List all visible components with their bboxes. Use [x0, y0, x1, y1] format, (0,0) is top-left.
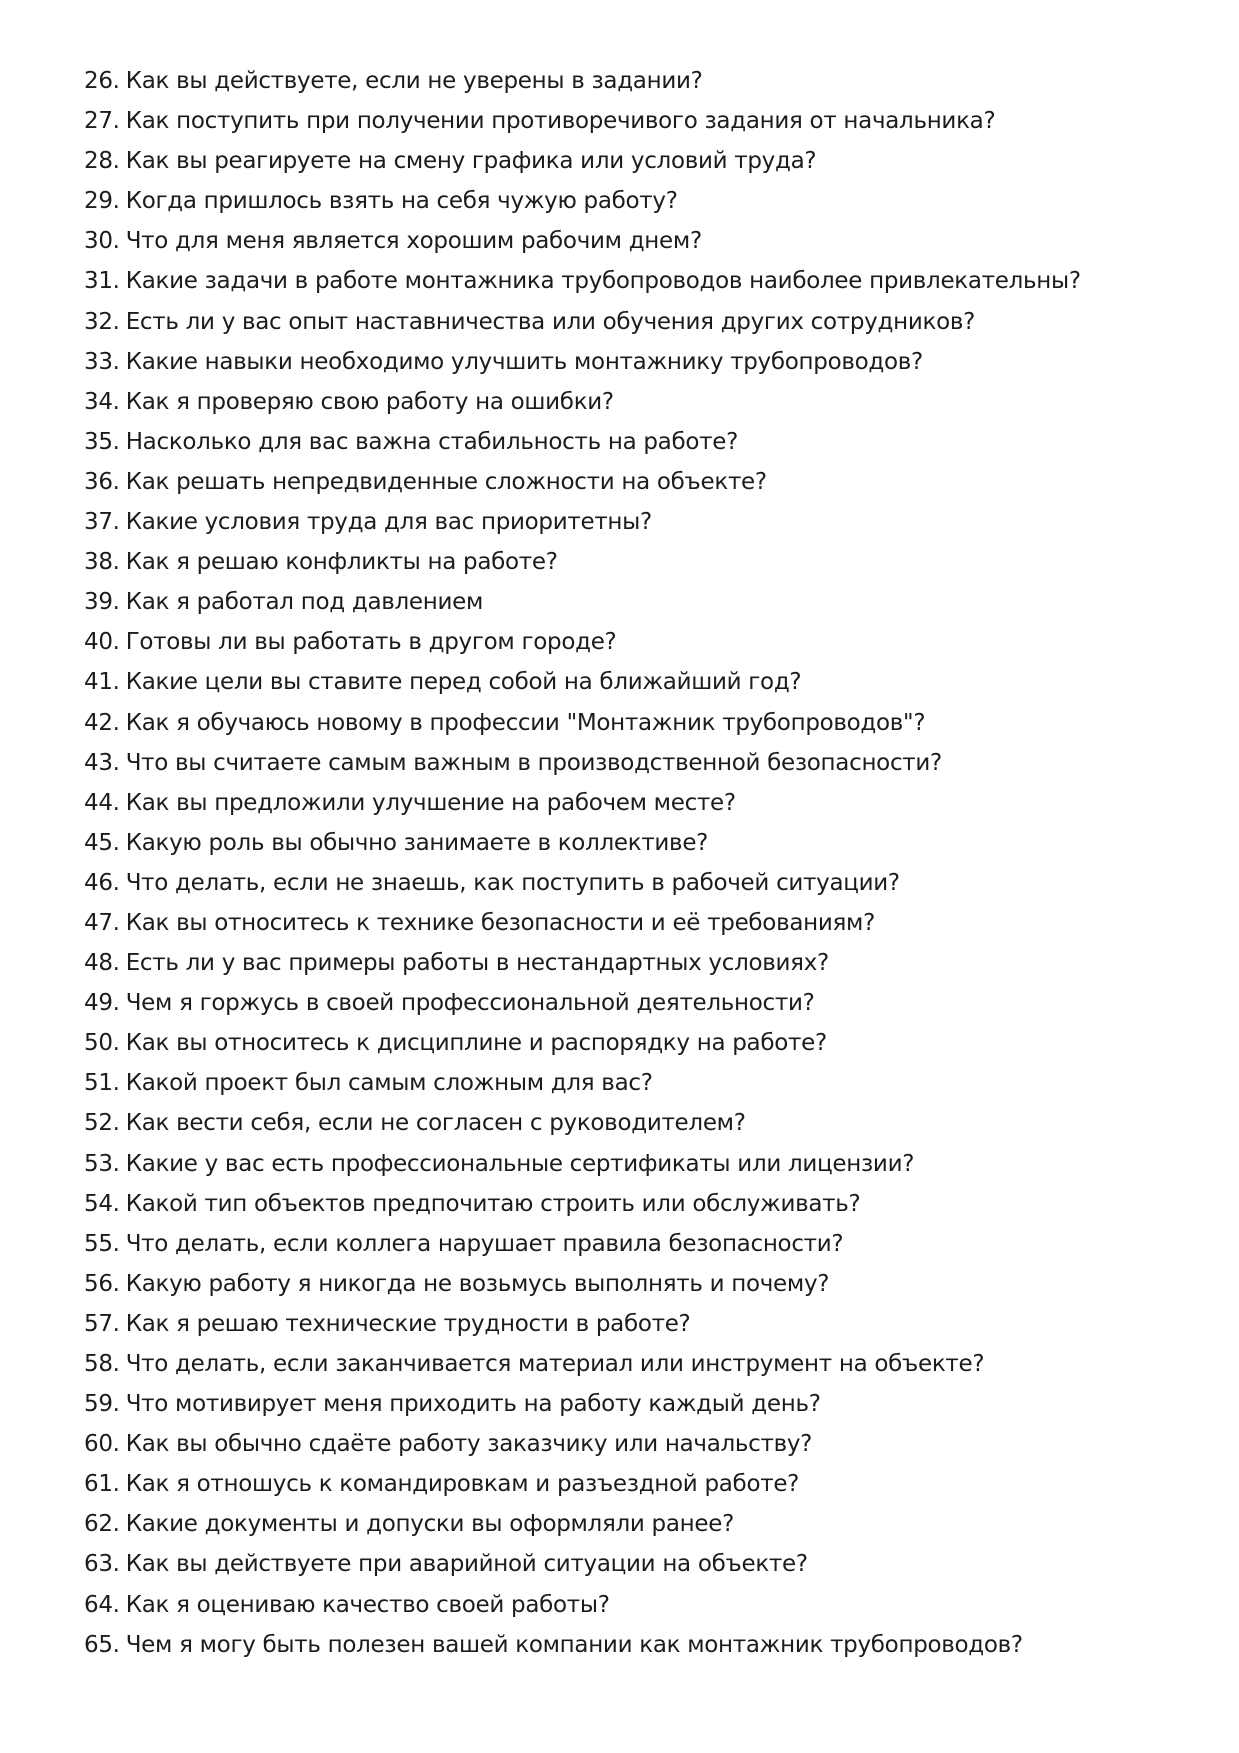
question-number: 53. [84, 1150, 120, 1177]
question-item [84, 1625, 1184, 1665]
question-list [84, 61, 1184, 1665]
question-text: Как я проверяю свою работу на ошибки? [125, 388, 614, 415]
question-item [84, 1464, 1184, 1504]
question-item [84, 1103, 1184, 1143]
question-item [84, 863, 1184, 903]
question-item [84, 342, 1184, 382]
question-item [84, 542, 1184, 582]
question-number: 38. [84, 549, 120, 576]
question-item [84, 181, 1184, 221]
question-number: 27. [84, 108, 120, 135]
question-item [84, 261, 1184, 301]
question-text: Какой тип объектов предпочитаю строить или обслуживать? [125, 1190, 861, 1217]
question-item [84, 943, 1184, 983]
question-text: Как решать непредвиденные сложности на объекте? [125, 468, 767, 495]
question-item [84, 783, 1184, 823]
question-number: 59. [84, 1391, 120, 1418]
question-number: 52. [84, 1110, 120, 1137]
question-number: 65. [84, 1631, 120, 1658]
question-text: Что делать, если не знаешь, как поступить в рабочей ситуации? [125, 869, 900, 896]
question-item [84, 1424, 1184, 1464]
question-item [84, 221, 1184, 261]
question-number: 47. [84, 909, 120, 936]
question-item [84, 1264, 1184, 1304]
question-number: 36. [84, 468, 120, 495]
question-number: 49. [84, 990, 120, 1017]
question-number: 54. [84, 1190, 120, 1217]
question-text: Как я оцениваю качество своей работы? [125, 1591, 610, 1618]
question-number: 56. [84, 1270, 120, 1297]
question-text: Готовы ли вы работать в другом городе? [125, 629, 617, 656]
question-item [84, 823, 1184, 863]
question-number: 41. [84, 669, 120, 696]
question-item [84, 903, 1184, 943]
question-item [84, 422, 1184, 462]
question-text: Есть ли у вас опыт наставничества или обучения других сотрудников? [125, 308, 976, 335]
question-text: Как вы действуете при аварийной ситуации на объекте? [125, 1551, 808, 1578]
question-item [84, 1224, 1184, 1264]
question-number: 43. [84, 749, 120, 776]
question-number: 60. [84, 1431, 120, 1458]
question-text: Как вы относитесь к технике безопасности и её требованиям? [125, 909, 876, 936]
question-number: 62. [84, 1511, 120, 1538]
question-number: 46. [84, 869, 120, 896]
question-item [84, 1304, 1184, 1344]
question-item [84, 101, 1184, 141]
question-text: Какую работу я никогда не возьмусь выполнять и почему? [125, 1270, 830, 1297]
question-item [84, 983, 1184, 1023]
question-number: 61. [84, 1471, 120, 1498]
question-item [84, 462, 1184, 502]
question-item [84, 743, 1184, 783]
question-number: 57. [84, 1310, 120, 1337]
question-number: 42. [84, 709, 120, 736]
question-number: 63. [84, 1551, 120, 1578]
question-text: Как я решаю конфликты на работе? [125, 549, 558, 576]
question-item [84, 1384, 1184, 1424]
question-number: 50. [84, 1030, 120, 1057]
question-item [84, 302, 1184, 342]
question-text: Какие задачи в работе монтажника трубопроводов наиболее привлекательны? [125, 268, 1081, 295]
question-text: Что для меня является хорошим рабочим днем? [125, 228, 702, 255]
question-text: Как вы действуете, если не уверены в задании? [125, 68, 703, 94]
question-number: 29. [84, 188, 120, 215]
question-number: 33. [84, 348, 120, 375]
question-text: Какие у вас есть профессиональные сертификаты или лицензии? [125, 1150, 915, 1177]
question-text: Какие документы и допуски вы оформляли ранее? [125, 1511, 734, 1538]
question-number: 39. [84, 589, 120, 616]
question-text: Какой проект был самым сложным для вас? [125, 1070, 653, 1097]
question-text: Как вы предложили улучшение на рабочем месте? [125, 789, 736, 816]
question-number: 64. [84, 1591, 120, 1618]
question-item [84, 1344, 1184, 1384]
question-number: 40. [84, 629, 120, 656]
question-item [84, 1063, 1184, 1103]
question-item [84, 1184, 1184, 1224]
question-item [84, 1144, 1184, 1184]
question-text: Какую роль вы обычно занимаете в коллективе? [125, 829, 709, 856]
question-number: 58. [84, 1351, 120, 1377]
question-number: 26. [84, 68, 120, 94]
question-number: 35. [84, 428, 120, 455]
question-item [84, 582, 1184, 622]
question-item [84, 703, 1184, 743]
question-item [84, 61, 1184, 101]
question-item [84, 662, 1184, 702]
question-number: 32. [84, 308, 120, 335]
question-text: Какие навыки необходимо улучшить монтажнику трубопроводов? [125, 348, 923, 375]
question-item [84, 502, 1184, 542]
question-text: Есть ли у вас примеры работы в нестандартных условиях? [125, 950, 829, 977]
question-text: Как я работал под давлением [125, 589, 484, 616]
question-text: Как вы реагируете на смену графика или условий труда? [125, 148, 817, 175]
question-text: Что делать, если заканчивается материал или инструмент на объекте? [125, 1351, 985, 1377]
question-text: Что вы считаете самым важным в производственной безопасности? [125, 749, 942, 776]
question-text: Как я отношусь к командировкам и разъездной работе? [125, 1471, 800, 1498]
question-number: 30. [84, 228, 120, 255]
question-text: Чем я горжусь в своей профессиональной деятельности? [125, 990, 815, 1017]
question-item [84, 1544, 1184, 1584]
question-text: Насколько для вас важна стабильность на работе? [125, 428, 738, 455]
question-text: Какие цели вы ставите перед собой на ближайший год? [125, 669, 802, 696]
question-text: Как вести себя, если не согласен с руководителем? [125, 1110, 746, 1137]
question-item [84, 622, 1184, 662]
question-number: 28. [84, 148, 120, 175]
question-item [84, 1585, 1184, 1625]
question-text: Когда пришлось взять на себя чужую работу? [125, 188, 678, 215]
question-number: 51. [84, 1070, 120, 1097]
question-number: 55. [84, 1230, 120, 1257]
question-number: 34. [84, 388, 120, 415]
question-text: Как вы обычно сдаёте работу заказчику или начальству? [125, 1431, 813, 1458]
question-item [84, 141, 1184, 181]
question-item [84, 1023, 1184, 1063]
question-text: Что делать, если коллега нарушает правила безопасности? [125, 1230, 844, 1257]
question-number: 44. [84, 789, 120, 816]
question-item [84, 1504, 1184, 1544]
question-text: Что мотивирует меня приходить на работу каждый день? [125, 1391, 821, 1418]
question-text: Как вы относитесь к дисциплине и распорядку на работе? [125, 1030, 827, 1057]
question-number: 48. [84, 950, 120, 977]
question-text: Какие условия труда для вас приоритетны? [125, 509, 652, 536]
question-number: 37. [84, 509, 120, 536]
question-number: 45. [84, 829, 120, 856]
question-text: Как я обучаюсь новому в профессии "Монтажник трубопроводов"? [125, 709, 926, 736]
question-text: Чем я могу быть полезен вашей компании как монтажник трубопроводов? [125, 1631, 1023, 1658]
question-text: Как я решаю технические трудности в работе? [125, 1310, 691, 1337]
question-number: 31. [84, 268, 120, 295]
question-item [84, 382, 1184, 422]
question-text: Как поступить при получении противоречивого задания от начальника? [125, 108, 996, 135]
